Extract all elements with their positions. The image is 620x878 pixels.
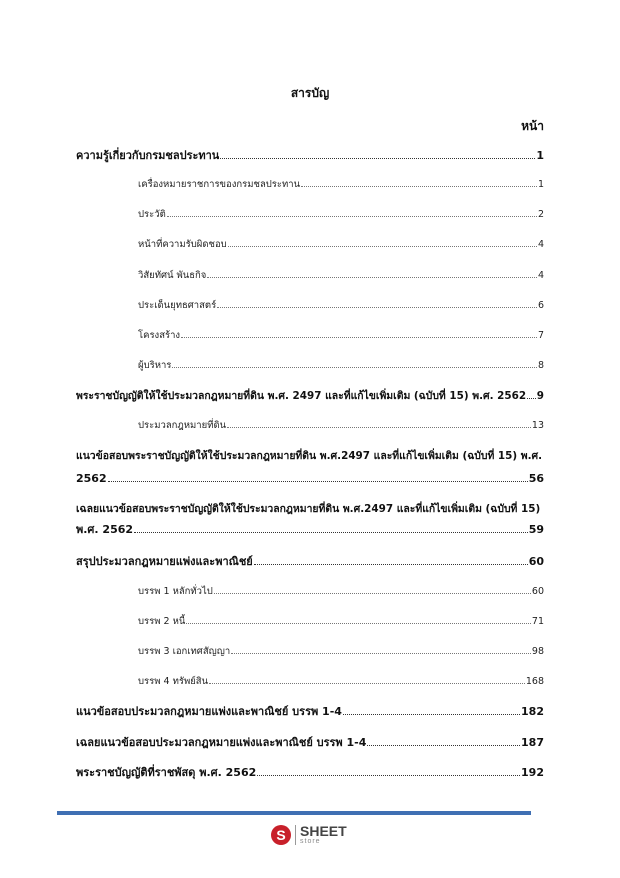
leader-dots [217,307,537,308]
toc-entry-page: 4 [537,270,544,281]
toc-entry-label: ความรู้เกี่ยวกับกรมชลประทาน [76,149,220,162]
toc-entry-page: 1 [536,149,544,162]
toc-entry-label: ประเด็นยุทธศาสตร์ [138,300,217,311]
leader-dots [343,714,520,715]
toc-entry-page: 56 [528,472,544,485]
toc-entry-page: 8 [537,360,544,371]
toc-entry-page: 59 [528,523,544,536]
toc-entry-label: พระราชบัญญัติที่ราชพัสดุ พ.ศ. 2562 [76,766,257,779]
toc-entry-page: 6 [537,300,544,311]
toc-subentry[interactable] [138,582,544,602]
toc-entry-page: 168 [525,676,544,687]
toc-subentry[interactable] [138,266,544,286]
toc-entry-label: ผู้บริหาร [138,360,172,371]
leader-dots [254,564,528,565]
leader-dots [108,481,528,482]
toc-subentry[interactable] [138,205,544,225]
toc-entry-label: พระราชบัญญัติให้ใช้ประมวลกฎหมายที่ดิน พ.ศ. 2497 และที่แก้ไขเพิ่มเติม (ฉบับที่ 15) พ.ศ. 2562 [76,390,527,402]
toc-entry[interactable] [76,552,544,572]
leader-dots [367,745,520,746]
toc-entry-label: พ.ศ. 2562 [76,523,134,536]
toc-entry-label: โครงสร้าง [138,330,181,341]
toc-entry-label: บรรพ 3 เอกเทศสัญญา [138,646,231,657]
toc-entry-first-line: แนวข้อสอบพระราชบัญญัติให้ใช้ประมวลกฎหมายที่ดิน พ.ศ.2497 และที่แก้ไขเพิ่มเติม (ฉบับที่ 15) พ.ศ. [76,450,543,462]
toc-entry-page: 2 [537,209,544,220]
leader-dots [527,398,536,399]
toc-subentry[interactable] [138,672,544,692]
leader-dots [301,186,537,187]
toc-subentry[interactable] [138,175,544,195]
toc-entry-label: ประมวลกฎหมายที่ดิน [138,420,227,431]
toc-entry-label: บรรพ 4 ทรัพย์สิน [138,676,209,687]
toc-entry[interactable] [76,146,544,166]
toc-entry-first-line: เฉลยแนวข้อสอบพระราชบัญญัติให้ใช้ประมวลกฎหมายที่ดิน พ.ศ.2497 และที่แก้ไขเพิ่มเติม (ฉบับที่ 15) [76,503,541,515]
footer-divider [57,811,531,815]
toc-entry[interactable] [76,520,544,540]
leader-dots [172,367,537,368]
toc-entry-page: 71 [531,616,544,627]
leader-dots [220,158,535,159]
toc-entry-label: เฉลยแนวข้อสอบประมวลกฎหมายแพ่งและพาณิชย์ บรรพ 1-4 [76,736,367,749]
toc-subentry[interactable] [138,235,544,255]
leader-dots [257,775,520,776]
leader-dots [209,683,525,684]
logo-text [300,824,347,845]
toc-entry-page: 192 [521,766,544,779]
toc-entry[interactable] [76,733,544,753]
toc-subentry[interactable] [138,416,544,436]
toc-entry-label: แนวข้อสอบประมวลกฎหมายแพ่งและพาณิชย์ บรรพ 1-4 [76,705,342,718]
toc-entry[interactable] [76,702,544,722]
toc-subentry[interactable] [138,326,544,346]
toc-entry[interactable] [76,386,544,406]
leader-dots [167,216,537,217]
page-column-header: หน้า [521,119,544,133]
toc-entry-page: 60 [528,555,544,568]
toc-subentry[interactable] [138,296,544,316]
logo-sub-text: store [300,838,321,845]
sheet-store-logo [271,824,347,845]
toc-entry-label: บรรพ 2 หนี้ [138,616,186,627]
toc-entry-label: วิสัยทัศน์ พันธกิจ [138,270,207,281]
leader-dots [227,427,531,428]
toc-subentry[interactable] [138,642,544,662]
toc-entry-page: 182 [521,705,544,718]
leader-dots [181,337,537,338]
leader-dots [186,623,531,624]
toc-entry[interactable] [76,763,544,783]
toc-entry-label: บรรพ 1 หลักทั่วไป [138,586,213,597]
leader-dots [207,277,537,278]
toc-entry-page: 187 [521,736,544,749]
leader-dots [228,246,537,247]
toc-subentry[interactable] [138,356,544,376]
toc-entry-label: 2562 [76,472,107,485]
toc-entry-page: 60 [531,586,544,597]
toc-entry-page: 98 [531,646,544,657]
leader-dots [214,593,531,594]
toc-entry-label: เครื่องหมายราชการของกรมชลประทาน [138,179,301,190]
toc-subentry[interactable] [138,612,544,632]
toc-entry[interactable] [76,469,544,489]
toc-entry-page: 7 [537,330,544,341]
toc-entry-page: 1 [537,179,544,190]
toc-entry-label: หน้าที่ความรับผิดชอบ [138,239,227,250]
logo-separator [295,825,296,845]
toc-entry-label: ประวัติ [138,209,166,220]
toc-title: สารบัญ [290,86,330,100]
toc-entry-label: สรุปประมวลกฎหมายแพ่งและพาณิชย์ [76,555,253,568]
logo-mark-icon: S [271,825,291,845]
toc-entry-page: 13 [531,420,544,431]
logo-main-text: SHEET [300,823,347,839]
leader-dots [134,532,528,533]
toc-entry-page: 9 [536,390,544,402]
toc-entry-page: 4 [537,239,544,250]
leader-dots [231,653,531,654]
